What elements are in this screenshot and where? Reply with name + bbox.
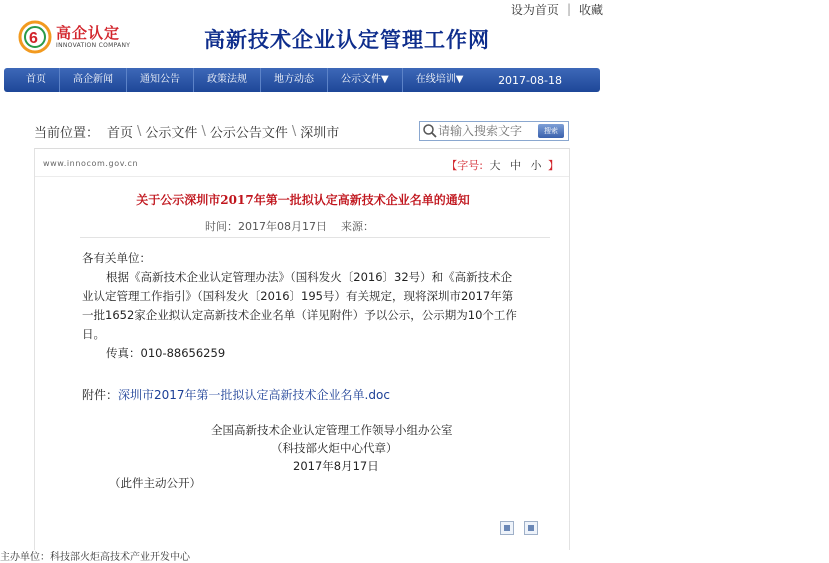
site-domain: www.innocom.gov.cn <box>43 159 139 168</box>
nav-date: 2017-08-18 <box>498 73 562 87</box>
logo-subtext: INNOVATION COMPANY <box>56 42 131 49</box>
breadcrumb-item-announcements[interactable]: 公示公告文件 <box>209 126 288 141</box>
font-size-large[interactable]: 大 <box>489 159 501 172</box>
set-homepage-link[interactable]: 设为首页 <box>510 2 559 17</box>
bookmark-link[interactable]: 收藏 <box>578 2 603 17</box>
nav-item-home[interactable]: 首页 <box>4 68 60 92</box>
nav-item-public-files[interactable]: 公示文件▼ <box>328 68 403 92</box>
logo-emblem-icon <box>18 20 52 54</box>
notice-title: 关于公示深圳市2017年第一批拟认定高新技术企业名单的通知 <box>136 193 470 207</box>
search-button[interactable]: 搜索 <box>538 124 564 138</box>
font-size-small[interactable]: 小 <box>530 159 542 172</box>
search-icon <box>422 123 438 139</box>
nav-item-local[interactable]: 地方动态 <box>261 68 328 92</box>
main-nav <box>4 68 600 92</box>
font-size-label: 【字号: <box>446 159 483 172</box>
nav-item-policies[interactable]: 政策法规 <box>194 68 261 92</box>
notice-source <box>341 218 374 234</box>
notice-body <box>82 249 522 363</box>
font-size-medium[interactable]: 中 <box>510 159 521 172</box>
attachment-label: 附件： <box>82 388 119 402</box>
notice-meta <box>205 218 374 234</box>
breadcrumb-item-home[interactable]: 首页 <box>107 126 134 141</box>
breadcrumb-separator: \ <box>291 124 297 139</box>
breadcrumb <box>34 122 339 141</box>
notice-fax: 传真：010-88656259 <box>106 346 226 360</box>
article-panel-header <box>35 149 569 177</box>
notice-paragraph: 根据《高新技术企业认定管理办法》（国科发火〔2016〕32号）和《高新技术企业认定管理工作指引》（国科发火〔2016〕195号）有关规定，现将深圳市2017年第一批1652家企业拟认定高新技术企业名单（详见附件）予以公示，公示期为10个工作日。 <box>82 270 517 341</box>
nav-item-label: 在线培训 <box>415 74 456 85</box>
signature-block <box>35 421 571 475</box>
site-title: 高新技术企业认定管理工作网 <box>204 27 490 52</box>
notice-source-label: 来源： <box>341 220 374 233</box>
footer-text: 主办单位：科技部火炬高技术产业开发中心 <box>0 552 190 563</box>
font-size-switcher <box>446 157 559 173</box>
svg-text:6: 6 <box>29 30 38 47</box>
site-logo[interactable] <box>18 20 138 58</box>
top-link-divider: | <box>566 2 571 16</box>
breadcrumb-label: 当前位置： <box>34 126 100 141</box>
print-icon[interactable] <box>500 521 514 535</box>
attachment-line <box>82 386 390 403</box>
nav-item-training[interactable]: 在线培训▼ <box>415 74 464 85</box>
notice-greeting: 各有关单位： <box>82 251 151 265</box>
logo-text: 高企认定 <box>56 24 121 42</box>
close-window-icon[interactable] <box>524 521 538 535</box>
notice-time-label: 时间： <box>205 220 238 233</box>
font-size-close-bracket: 】 <box>548 159 559 172</box>
search-box <box>419 121 569 141</box>
nav-item-notices[interactable]: 通知公告 <box>127 68 194 92</box>
search-input[interactable] <box>438 124 534 138</box>
article-tools <box>500 521 538 535</box>
meta-divider <box>80 237 550 238</box>
notice-time-value: 2017年08月17日 <box>238 220 327 233</box>
breadcrumb-item-public-files[interactable]: 公示文件 <box>145 126 198 141</box>
nav-item-label: 公示文件 <box>341 74 381 85</box>
article-panel <box>34 148 570 550</box>
notice-time <box>205 218 327 234</box>
signature-proxy: （科技部火炬中心代章） <box>271 441 398 455</box>
signature-org: 全国高新技术企业认定管理工作领导小组办公室 <box>211 423 453 437</box>
header <box>0 14 611 66</box>
public-note: （此件主动公开） <box>109 476 201 490</box>
signature-date: 2017年8月17日 <box>293 459 379 473</box>
nav-item-news[interactable]: 高企新闻 <box>60 68 127 92</box>
breadcrumb-separator: \ <box>137 124 142 139</box>
breadcrumb-item-shenzhen[interactable]: 深圳市 <box>300 126 340 141</box>
attachment-link[interactable]: 深圳市2017年第一批拟认定高新技术企业名单.doc <box>118 388 390 402</box>
breadcrumb-separator: \ <box>201 124 206 139</box>
